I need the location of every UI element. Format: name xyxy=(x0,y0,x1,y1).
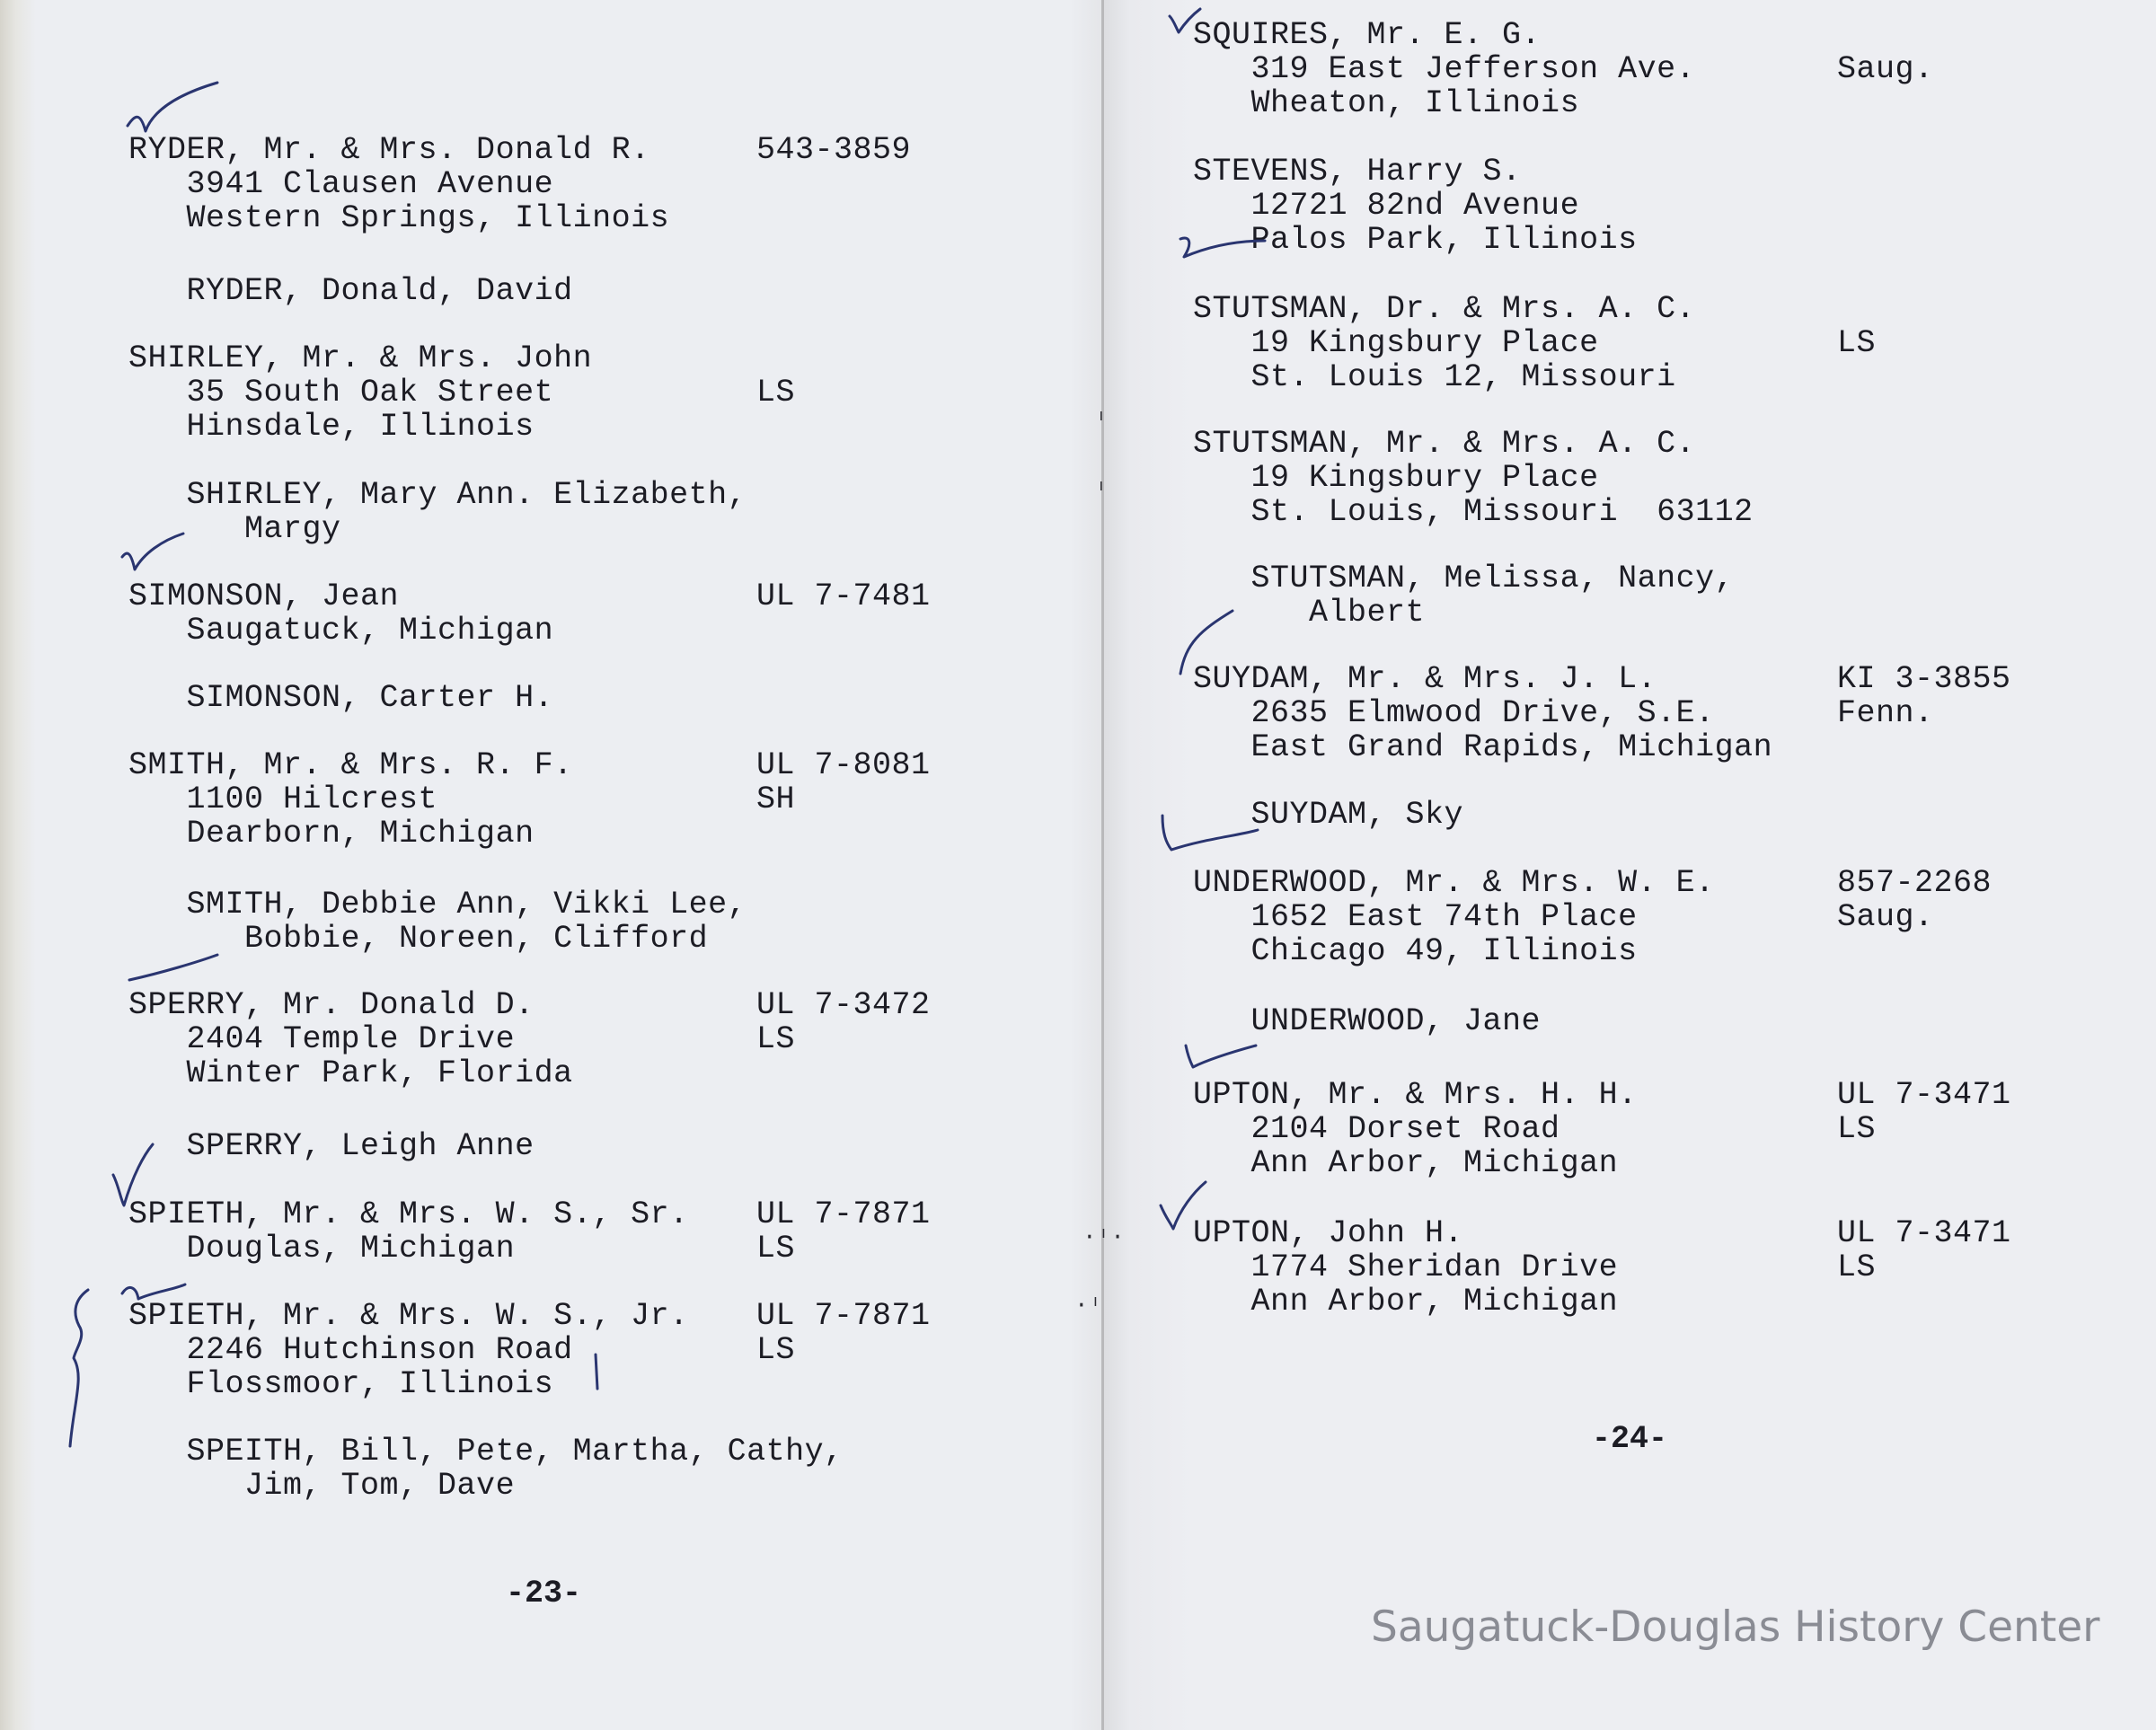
entry-address-line: Chicago 49, Illinois xyxy=(1193,933,1638,969)
entry-address-line: 19 Kingsbury Place xyxy=(1193,325,1599,361)
entry-address-line: Palos Park, Illinois xyxy=(1193,222,1638,258)
pen-checkmark xyxy=(124,79,232,254)
entry-address-line: East Grand Rapids, Michigan xyxy=(1193,729,1773,765)
staple-mark: ᶦ xyxy=(1094,476,1109,503)
entry-name: SMITH, Mr. & Mrs. R. F. xyxy=(128,747,573,783)
entry-name: SMITH, Debbie Ann, Vikki Lee, xyxy=(128,887,747,922)
entry-address-line: Bobbie, Noreen, Clifford xyxy=(128,921,709,957)
entry-address-line: 1652 East 74th Place xyxy=(1193,899,1638,935)
entry-name: RYDER, Mr. & Mrs. Donald R. xyxy=(128,132,650,168)
entry-exchange: Fenn. xyxy=(1837,695,1934,731)
entry-phone: UL 7-8081 xyxy=(756,747,931,783)
entry-phone: 857-2268 xyxy=(1837,865,1993,901)
entry-name: RYDER, Donald, David xyxy=(128,273,573,309)
entry-name: STUTSMAN, Dr. & Mrs. A. C. xyxy=(1193,291,1696,327)
entry-name: SQUIRES, Mr. E. G. xyxy=(1193,17,1542,53)
entry-name: SPEITH, Bill, Pete, Martha, Cathy, xyxy=(128,1434,844,1470)
archive-watermark: Saugatuck-Douglas History Center xyxy=(1371,1602,2100,1652)
entry-exchange: LS xyxy=(1837,1249,1877,1285)
pen-checkmark xyxy=(1157,1178,1265,1354)
staple-mark: ᶦ xyxy=(1094,406,1109,433)
entry-address-line: 19 Kingsbury Place xyxy=(1193,460,1599,496)
entry-phone: UL 7-7481 xyxy=(756,578,931,614)
entry-name: UNDERWOOD, Jane xyxy=(1193,1003,1542,1039)
entry-name: SUYDAM, Sky xyxy=(1193,797,1464,833)
entry-name: STUTSMAN, Mr. & Mrs. A. C. xyxy=(1193,426,1696,462)
entry-address-line: Winter Park, Florida xyxy=(128,1055,573,1091)
entry-name: SHIRLEY, Mary Ann. Elizabeth, xyxy=(128,477,747,513)
entry-name: UPTON, John H. xyxy=(1193,1215,1464,1251)
entry-address-line: 1774 Sheridan Drive xyxy=(1193,1249,1619,1285)
entry-exchange: LS xyxy=(1837,1111,1877,1147)
staple-mark: ·ᶦ· xyxy=(1082,1223,1125,1250)
entry-address-line: Albert xyxy=(1193,595,1426,631)
entry-address-line: Flossmoor, Illinois xyxy=(128,1366,554,1402)
entry-address-line: 3941 Clausen Avenue xyxy=(128,166,554,202)
entry-address-line: Hinsdale, Illinois xyxy=(128,409,535,445)
entry-phone: 543-3859 xyxy=(756,132,912,168)
entry-address-line: Dearborn, Michigan xyxy=(128,816,535,852)
pen-checkmark xyxy=(1173,226,1281,402)
entry-exchange: LS xyxy=(756,1332,796,1368)
entry-address-line: 2635 Elmwood Drive, S.E. xyxy=(1193,695,1715,731)
entry-address-line: Western Springs, Illinois xyxy=(128,200,670,236)
entry-address-line: St. Louis, Missouri 63112 xyxy=(1193,494,1754,530)
binding-gutter xyxy=(1101,0,1104,1730)
pen-checkmark xyxy=(63,1286,171,1461)
entry-phone: UL 7-3471 xyxy=(1837,1215,2011,1251)
entry-address-line: Saugatuck, Michigan xyxy=(128,613,554,649)
entry-exchange: LS xyxy=(756,1231,796,1267)
entry-exchange: LS xyxy=(1837,325,1877,361)
entry-exchange: LS xyxy=(756,1021,796,1057)
entry-address-line: Wheaton, Illinois xyxy=(1193,85,1580,121)
entry-name: STEVENS, Harry S. xyxy=(1193,154,1522,190)
entry-name: SPERRY, Leigh Anne xyxy=(128,1128,535,1164)
entry-address-line: Jim, Tom, Dave xyxy=(128,1468,516,1504)
entry-address-line: 2246 Hutchinson Road xyxy=(128,1332,573,1368)
entry-name: SPIETH, Mr. & Mrs. W. S., Jr. xyxy=(128,1298,689,1334)
entry-address-line: Douglas, Michigan xyxy=(128,1231,516,1267)
entry-phone: UL 7-7871 xyxy=(756,1196,931,1232)
entry-address-line: Ann Arbor, Michigan xyxy=(1193,1145,1619,1181)
entry-name: SIMONSON, Jean xyxy=(128,578,400,614)
staple-mark: ·ᶦ xyxy=(1074,1292,1103,1319)
entry-exchange: SH xyxy=(756,781,796,817)
entry-name: SIMONSON, Carter H. xyxy=(128,680,554,716)
entry-name: SHIRLEY, Mr. & Mrs. John xyxy=(128,340,593,376)
entry-phone: UL 7-7871 xyxy=(756,1298,931,1334)
entry-name: SUYDAM, Mr. & Mrs. J. L. xyxy=(1193,661,1657,697)
entry-name: SPIETH, Mr. & Mrs. W. S., Sr. xyxy=(128,1196,689,1232)
entry-exchange: Saug. xyxy=(1837,899,1934,935)
entry-address-line: Ann Arbor, Michigan xyxy=(1193,1284,1619,1320)
entry-phone: UL 7-3472 xyxy=(756,987,931,1023)
pen-checkmark xyxy=(1166,7,1274,182)
pen-checkmark xyxy=(119,530,226,705)
entry-name: UPTON, Mr. & Mrs. H. H. xyxy=(1193,1077,1638,1113)
pen-checkmark xyxy=(1173,607,1281,782)
entry-address-line: 319 East Jefferson Ave. xyxy=(1193,51,1696,87)
pen-bracket-mark xyxy=(588,1355,696,1530)
entry-address-line: 2104 Dorset Road xyxy=(1193,1111,1560,1147)
entry-exchange: Saug. xyxy=(1837,51,1934,87)
entry-exchange: LS xyxy=(756,375,796,410)
pen-checkmark xyxy=(1159,812,1267,987)
entry-phone: UL 7-3471 xyxy=(1837,1077,2011,1113)
entry-address-line: 2404 Temple Drive xyxy=(128,1021,516,1057)
page-number-left: -23- xyxy=(506,1576,582,1611)
entry-name: STUTSMAN, Melissa, Nancy, xyxy=(1193,560,1735,596)
entry-name: UNDERWOOD, Mr. & Mrs. W. E. xyxy=(1193,865,1715,901)
pen-checkmark xyxy=(126,948,234,1123)
entry-address-line: 12721 82nd Avenue xyxy=(1193,188,1580,224)
entry-address-line: St. Louis 12, Missouri xyxy=(1193,359,1676,395)
entry-phone: KI 3-3855 xyxy=(1837,661,2011,697)
entry-address-line: 35 South Oak Street xyxy=(128,375,554,410)
entry-address-line: 1100 Hilcrest xyxy=(128,781,438,817)
entry-name: SPERRY, Mr. Donald D. xyxy=(128,987,535,1023)
entry-address-line: Margy xyxy=(128,511,341,547)
page-number-right: -24- xyxy=(1592,1421,1668,1457)
